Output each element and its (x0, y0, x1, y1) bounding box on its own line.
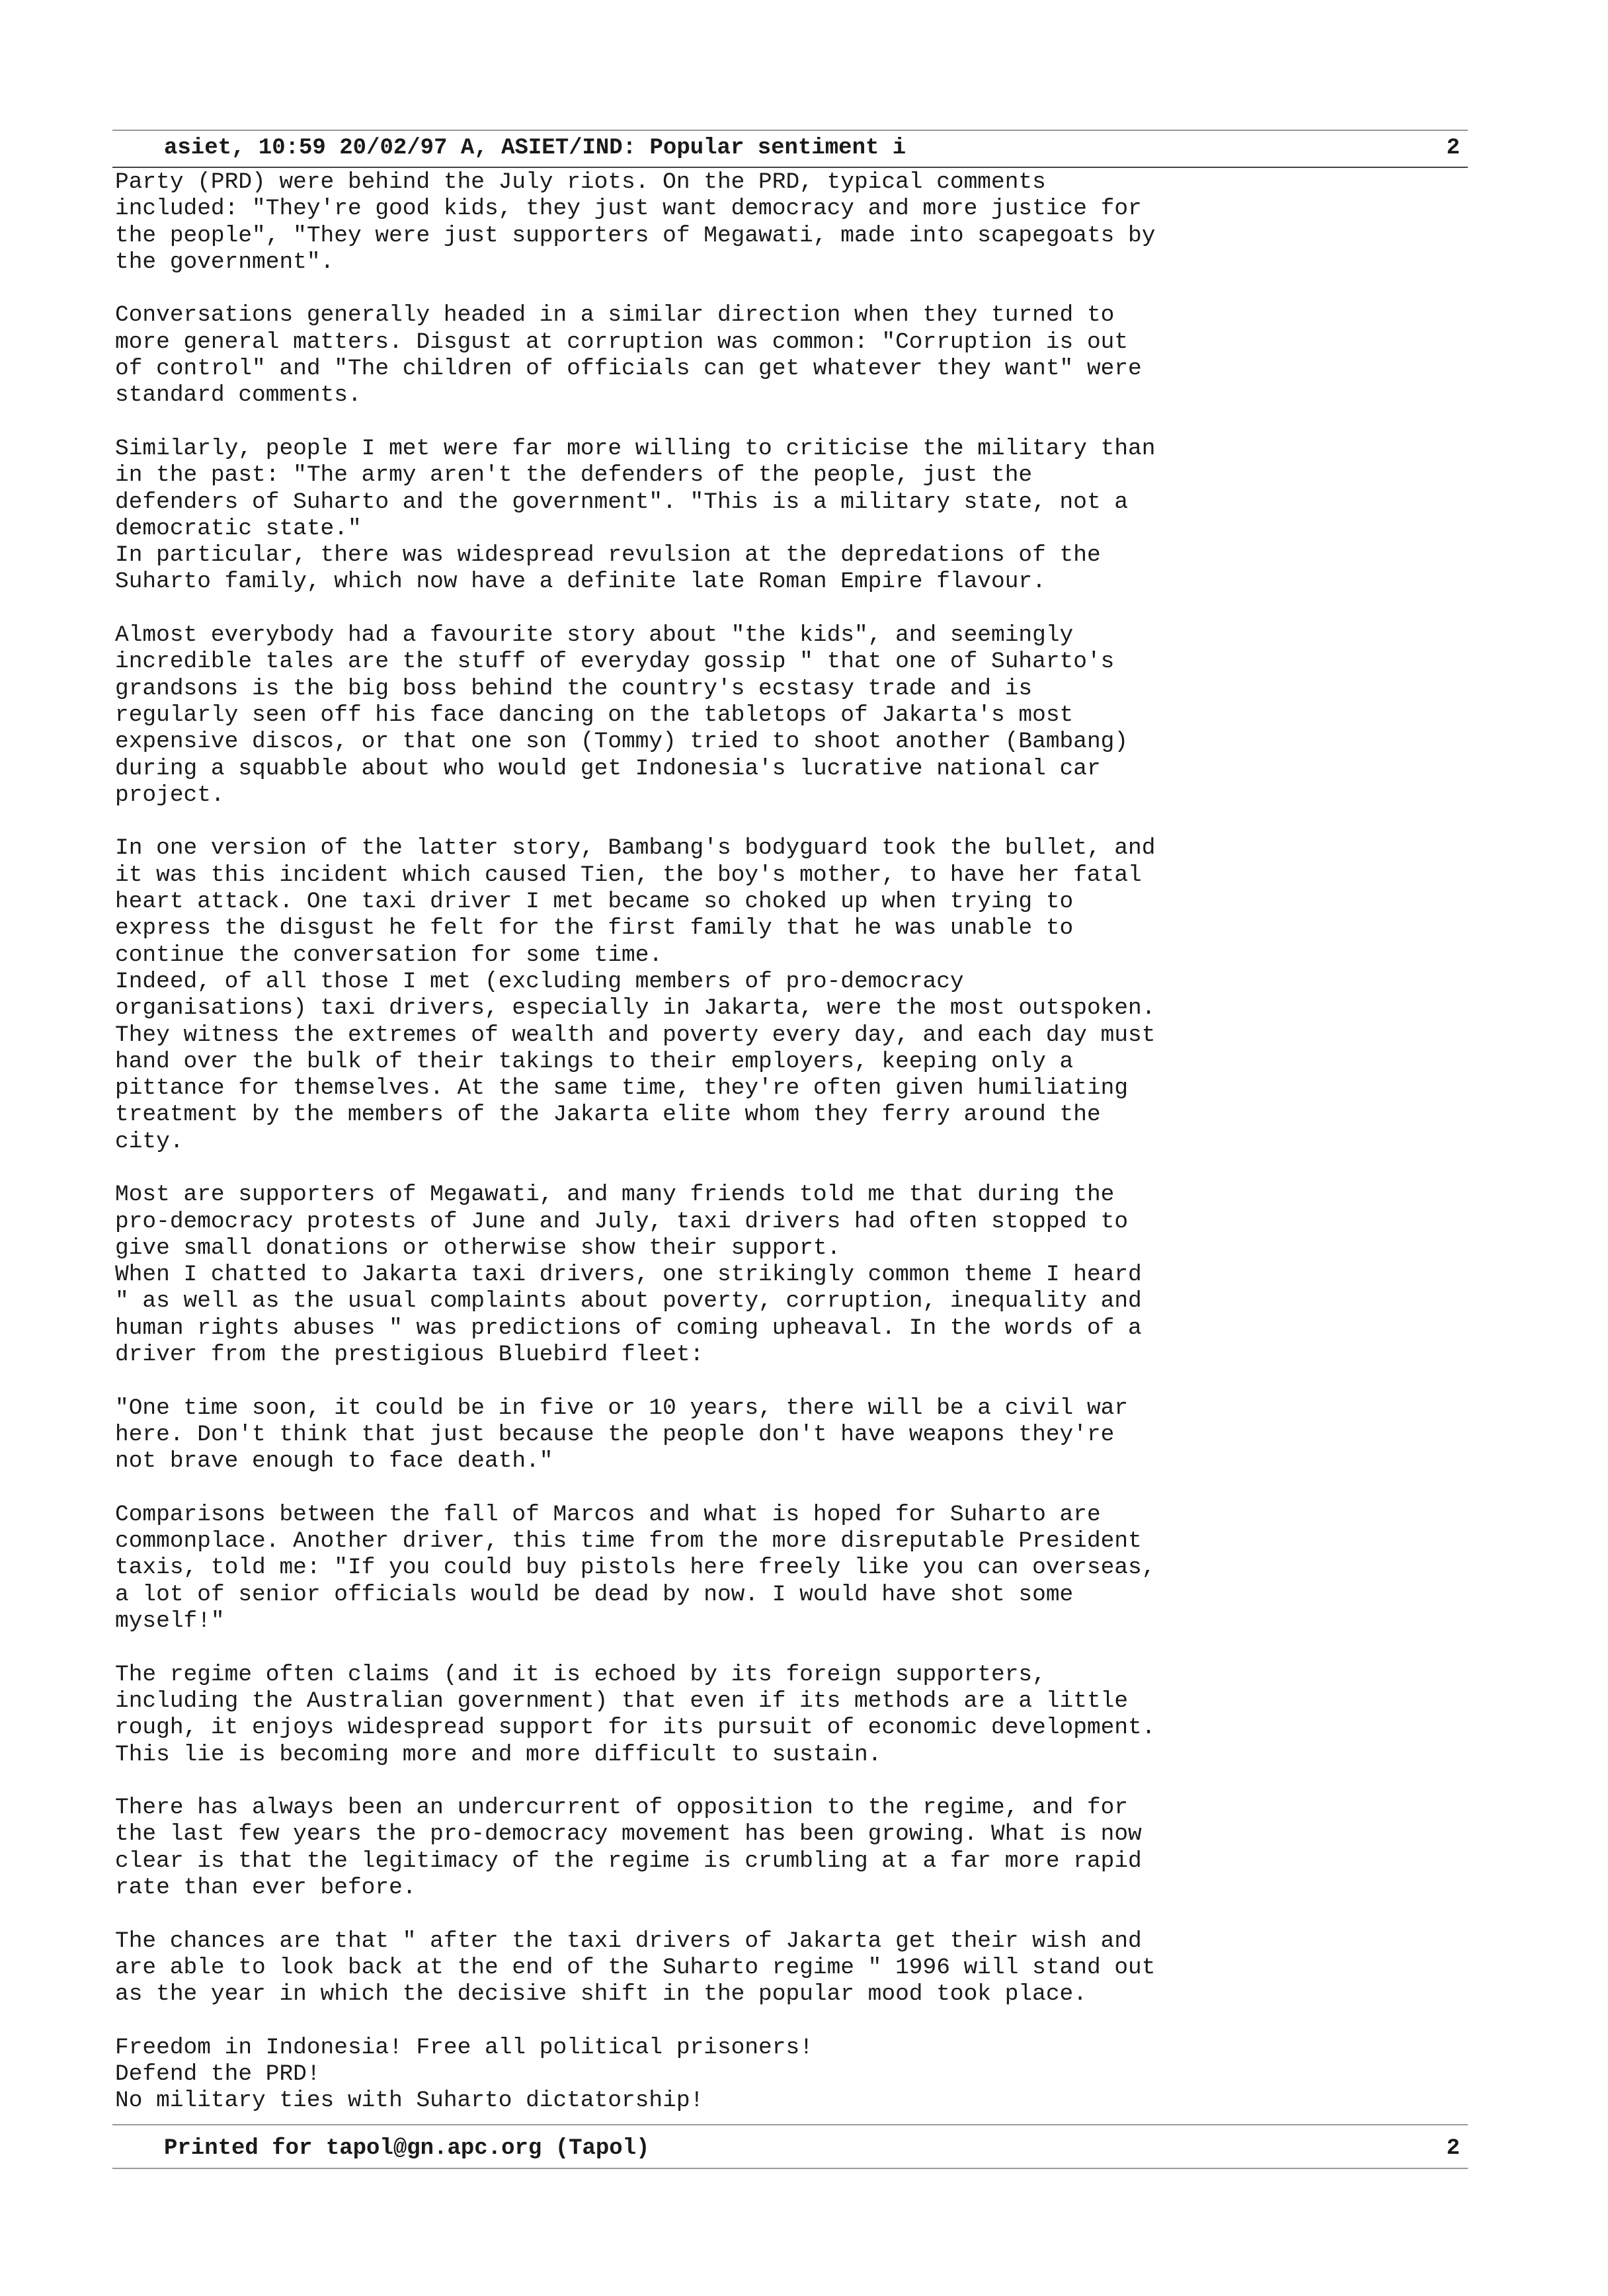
paragraph (115, 1662, 1504, 1768)
document-body (115, 169, 1504, 2141)
text-line: Party (PRD) were behind the July riots. On the PRD, typical comments (115, 169, 1046, 195)
text-line: They witness the extremes of wealth and poverty every day, and each day must (115, 1022, 1156, 1048)
text-line: defenders of Suharto and the government". "This is a military state, not a (115, 489, 1129, 515)
text-line: city. (115, 1128, 184, 1155)
text-line: driver from the prestigious Bluebird fleet: (115, 1342, 704, 1368)
footer-bottom-rule (112, 2168, 1468, 2169)
text-line: pittance for themselves. At the same time, they're often given humiliating (115, 1075, 1129, 1102)
text-line: organisations) taxi drivers, especially in Jakarta, were the most outspoken. (115, 995, 1156, 1022)
text-line: Defend the PRD! (115, 2061, 321, 2088)
text-line: the last few years the pro-democracy movement has been growing. What is now (115, 1821, 1142, 1848)
header-bottom-rule (112, 167, 1468, 168)
text-line: heart attack. One taxi driver I met became so choked up when trying to (115, 889, 1074, 915)
text-line: " as well as the usual complaints about poverty, corruption, inequality and (115, 1288, 1142, 1315)
text-line: When I chatted to Jakarta taxi drivers, one strikingly common theme I heard (115, 1262, 1142, 1288)
text-line: democratic state." (115, 515, 362, 542)
text-line: during a squabble about who would get Indonesia's lucrative national car (115, 755, 1101, 782)
text-line: regularly seen off his face dancing on the tabletops of Jakarta's most (115, 702, 1074, 728)
text-line: including the Australian government) that even if its methods are a little (115, 1688, 1129, 1714)
text-line: Most are supporters of Megawati, and many friends told me that during the (115, 1182, 1115, 1208)
paragraph (115, 1182, 1504, 1368)
paragraph (115, 169, 1504, 276)
text-line: human rights abuses " was predictions of coming upheaval. In the words of a (115, 1315, 1142, 1341)
text-line: The chances are that " after the taxi drivers of Jakarta get their wish and (115, 1928, 1142, 1954)
text-line: The regime often claims (and it is echoed by its foreign supporters, (115, 1661, 1046, 1688)
text-line: This lie is becoming more and more difficult to sustain. (115, 1741, 882, 1768)
text-line: Conversations generally headed in a similar direction when they turned to (115, 302, 1115, 329)
text-line: express the disgust he felt for the first family that he was unable to (115, 915, 1074, 942)
paragraph (115, 622, 1504, 809)
paragraph (115, 302, 1504, 409)
text-line: Indeed, of all those I met (excluding members of pro-democracy (115, 968, 964, 995)
text-line: Suharto family, which now have a definite late Roman Empire flavour. (115, 569, 1046, 595)
document-header (164, 132, 1460, 164)
paragraph (115, 436, 1504, 596)
footer-top-rule (112, 2124, 1468, 2125)
text-line: more general matters. Disgust at corruption was common: "Corruption is out (115, 329, 1129, 355)
header-page-number: 2 (1446, 136, 1460, 161)
text-line: Comparisons between the fall of Marcos and what is hoped for Suharto are (115, 1501, 1101, 1528)
paragraph (115, 1502, 1504, 1635)
text-line: "One time soon, it could be in five or 10 years, there will be a civil war (115, 1395, 1129, 1421)
text-line: commonplace. Another driver, this time from the more disreputable President (115, 1528, 1142, 1555)
text-line: rate than ever before. (115, 1875, 417, 1901)
text-line: included: "They're good kids, they just want democracy and more justice for (115, 196, 1142, 222)
footer-printed-for: Printed for tapol@gn.apc.org (Tapol) (164, 2136, 650, 2161)
header-top-rule (112, 130, 1468, 131)
paragraph (115, 1928, 1504, 2008)
text-line: are able to look back at the end of the Suharto regime " 1996 will stand out (115, 1954, 1156, 1981)
text-line: the people", "They were just supporters of Megawati, made into scapegoats by (115, 222, 1156, 249)
text-line: give small donations or otherwise show their support. (115, 1235, 841, 1261)
text-line: standard comments. (115, 382, 362, 409)
text-line: a lot of senior officials would be dead by now. I would have shot some (115, 1581, 1074, 1608)
text-line: clear is that the legitimacy of the regime is crumbling at a far more rapid (115, 1848, 1142, 1874)
text-line: In particular, there was widespread revulsion at the depredations of the (115, 542, 1101, 569)
text-line: continue the conversation for some time. (115, 942, 663, 968)
text-line: There has always been an undercurrent of opposition to the regime, and for (115, 1795, 1129, 1821)
text-line: not brave enough to face death." (115, 1448, 553, 1475)
text-line: of control" and "The children of officials can get whatever they want" were (115, 356, 1142, 382)
text-line: Freedom in Indonesia! Free all political prisoners! (115, 2034, 813, 2061)
paragraph (115, 1795, 1504, 1901)
text-line: it was this incident which caused Tien, the boy's mother, to have her fatal (115, 862, 1142, 888)
paragraph (115, 2035, 1504, 2115)
text-line: No military ties with Suharto dictatorship! (115, 2088, 704, 2114)
text-line: rough, it enjoys widespread support for its pursuit of economic development. (115, 1715, 1156, 1741)
text-line: Almost everybody had a favourite story about "the kids", and seemingly (115, 622, 1074, 649)
text-line: in the past: "The army aren't the defenders of the people, just the (115, 462, 1033, 489)
text-line: expensive discos, or that one son (Tommy) tried to shoot another (Bambang) (115, 729, 1129, 755)
text-line: hand over the bulk of their takings to their employers, keeping only a (115, 1048, 1074, 1075)
text-line: as the year in which the decisive shift in the popular mood took place. (115, 1981, 1087, 2008)
text-line: the government". (115, 249, 335, 275)
header-title: asiet, 10:59 20/02/97 A, ASIET/IND: Popular sentiment i (164, 136, 906, 161)
text-line: treatment by the members of the Jakarta elite whom they ferry around the (115, 1102, 1101, 1128)
text-line: here. Don't think that just because the people don't have weapons they're (115, 1421, 1115, 1448)
paragraph (115, 1395, 1504, 1475)
text-line: taxis, told me: "If you could buy pistols here freely like you can overseas, (115, 1555, 1156, 1581)
text-line: incredible tales are the stuff of everyday gossip " that one of Suharto's (115, 649, 1115, 675)
text-line: Similarly, people I met were far more willing to criticise the military than (115, 435, 1156, 462)
footer-page-number: 2 (1446, 2136, 1460, 2161)
text-line: pro-democracy protests of June and July, taxi drivers had often stopped to (115, 1208, 1129, 1235)
text-line: project. (115, 782, 225, 808)
paragraph (115, 835, 1504, 1155)
text-line: In one version of the latter story, Bambang's bodyguard took the bullet, and (115, 835, 1156, 862)
document-footer (164, 2133, 1460, 2164)
text-line: myself!" (115, 1608, 225, 1635)
text-line: grandsons is the big boss behind the country's ecstasy trade and is (115, 675, 1033, 702)
